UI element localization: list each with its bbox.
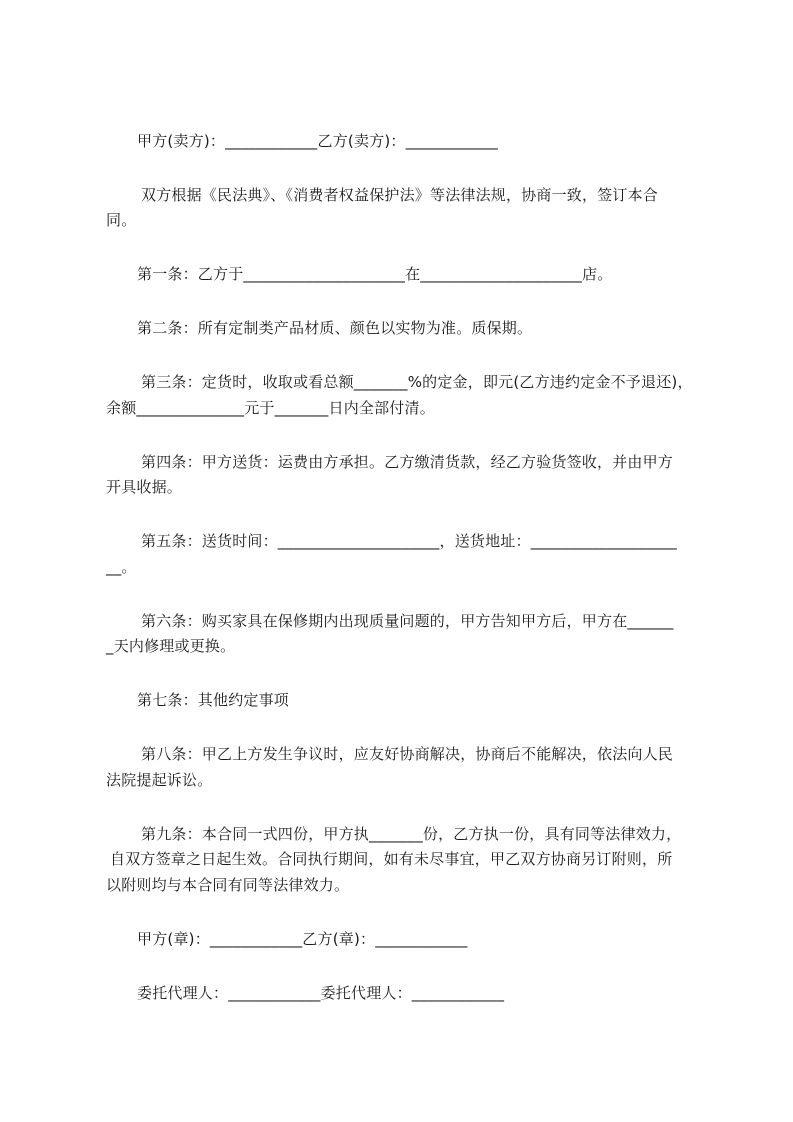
clause-8-line-2: 法院提起诉讼。 [106,771,213,789]
clause-2: 第二条：所有定制类产品材质、颜色以实物为准。质保期。 [137,319,533,337]
seal-line: 甲方(章)：____________乙方(章)：____________ [137,930,468,948]
clause-5-line-2: __。 [106,558,137,576]
clause-1: 第一条：乙方于_____________________在_____________________店。 [137,265,613,283]
clause-3-line-2: 余额______________元于_______日内全部付清。 [106,399,435,417]
clause-9-line-3: 以附则均与本合同有同等法律效力。 [106,876,350,894]
clause-4-line-1: 第四条：甲方送货：运费由方承担。乙方缴清货款，经乙方验货签收，并由甲方 [141,453,674,471]
clause-7: 第七条：其他约定事项 [137,691,290,709]
clause-9-line-2: 自双方签章之日起生效。合同执行期间，如有未尽事宜，甲乙双方协商另订附则，所 [110,850,673,868]
clause-6-line-2: _天内修理或更换。 [106,637,236,655]
clause-5-line-1: 第五条：送货时间：_____________________，送货地址：___________________ [141,532,678,550]
clause-8-line-1: 第八条：甲乙上方发生争议时，应友好协商解决，协商后不能解决，依法向人民 [141,745,674,763]
clause-4-line-2: 开具收据。 [106,478,183,496]
agent-line: 委托代理人：____________委托代理人：____________ [137,984,505,1002]
clause-3-line-1: 第三条：定货时，收取或看总额_______%的定金，即元(乙方违约定金不予退还)， [141,373,693,391]
intro-line-1: 双方根据《民法典》、《消费者权益保护法》等法律法规，协商一致，签订本合 [141,186,659,204]
clause-9-line-1: 第九条：本合同一式四份，甲方执_______份，乙方执一份，具有同等法律效力， [141,825,682,843]
party-header-line: 甲方(卖方)：____________乙方(卖方)：____________ [137,132,499,150]
intro-line-2: 同。 [106,211,137,229]
clause-6-line-1: 第六条：购买家具在保修期内出现质量问题的，甲方告知甲方后，甲方在______ [141,612,674,630]
